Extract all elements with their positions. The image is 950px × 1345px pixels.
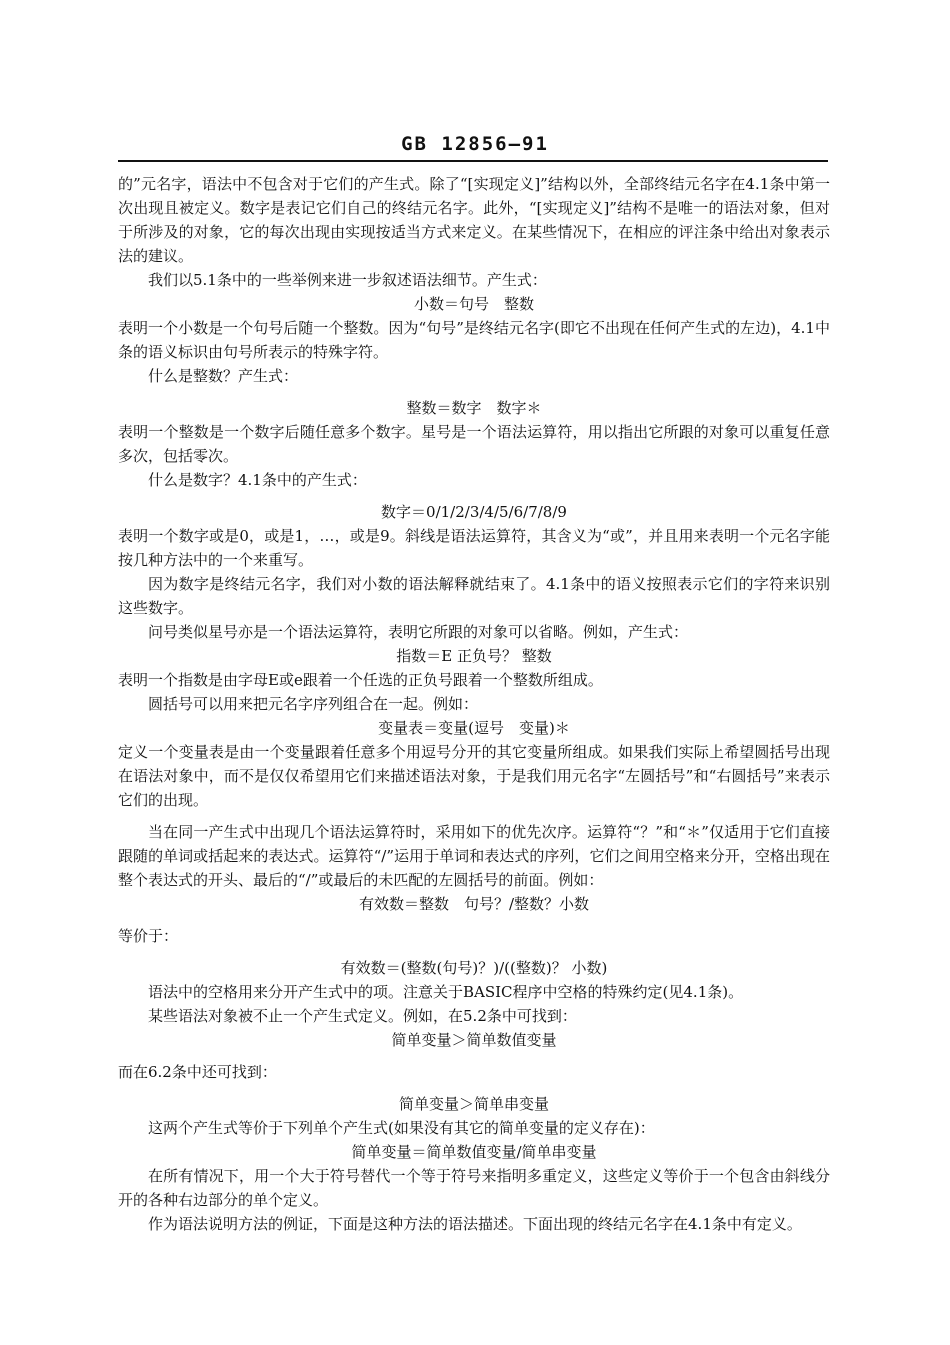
paragraph: 表明一个指数是由字母E或e跟着一个任选的正负号跟着一个整数所组成。 bbox=[118, 671, 603, 689]
paragraph: 什么是数字？4.1条中的产生式： bbox=[148, 471, 367, 489]
paragraph: 的”元名字，语法中不包含对于它们的产生式。除了“[实现定义]”结构以外，全部终结元名字在4.1条中第一次出现且被定义。数字是表记它们自己的终结元名字。此外，“[实现定义]”结构不是唯一的语法对象，但对于所涉及的对象，它的每次出现由实现按适当方式来定义。在某些情况下，在相应的评注条中给出对象表示法的建议。 bbox=[118, 175, 830, 265]
paragraph: 作为语法说明方法的例证，下面是这种方法的语法描述。下面出现的终结元名字在4.1条中有定义。 bbox=[148, 1215, 802, 1233]
paragraph: 什么是整数？产生式： bbox=[148, 367, 299, 385]
paragraph: 在所有情况下，用一个大于符号替代一个等于符号来指明多重定义，这些定义等价于一个包含由斜线分开的各种右边部分的单个定义。 bbox=[118, 1167, 830, 1209]
production-rule: 数字＝0/1/2/3/4/5/6/7/8/9 bbox=[381, 503, 567, 521]
paragraph: 语法中的空格用来分开产生式中的项。注意关于BASIC程序中空格的特殊约定(见4.1条)。 bbox=[148, 983, 744, 1001]
document-body bbox=[118, 172, 830, 1236]
production-rule: 变量表＝变量(逗号 变量)＊ bbox=[378, 719, 570, 737]
paragraph: 表明一个小数是一个句号后随一个整数。因为“句号”是终结元名字(即它不出现在任何产生式的左边)，4.1中条的语义标识由句号所表示的特殊字符。 bbox=[118, 319, 830, 361]
header-rule bbox=[118, 160, 828, 162]
paragraph: 而在6.2条中还可找到： bbox=[118, 1063, 277, 1081]
production-rule: 有效数＝(整数(句号)？)/((整数)？ 小数) bbox=[340, 959, 608, 977]
page-header-standard-code: GB 12856—91 bbox=[401, 133, 549, 155]
paragraph: 表明一个整数是一个数字后随任意多个数字。星号是一个语法运算符，用以指出它所跟的对象可以重复任意多次，包括零次。 bbox=[118, 423, 830, 465]
paragraph: 圆括号可以用来把元名字序列组合在一起。例如： bbox=[148, 695, 479, 713]
paragraph: 我们以5.1条中的一些举例来进一步叙述语法细节。产生式： bbox=[148, 271, 547, 289]
production-rule: 简单变量＝简单数值变量/简单串变量 bbox=[351, 1143, 597, 1161]
production-rule: 整数＝数字 数字＊ bbox=[406, 399, 542, 417]
paragraph: 定义一个变量表是由一个变量跟着任意多个用逗号分开的其它变量所组成。如果我们实际上希望圆括号出现在语法对象中，而不是仅仅希望用它们来描述语法对象，于是我们用元名字“左圆括号”和“右圆括号”来表示它们的出现。 bbox=[118, 743, 830, 809]
paragraph: 这两个产生式等价于下列单个产生式(如果没有其它的简单变量的定义存在)： bbox=[148, 1119, 655, 1137]
paragraph: 等价于： bbox=[118, 927, 179, 945]
production-rule: 简单变量＞简单串变量 bbox=[398, 1095, 549, 1113]
paragraph: 问号类似星号亦是一个语法运算符，表明它所跟的对象可以省略。例如，产生式： bbox=[148, 623, 689, 641]
paragraph: 因为数字是终结元名字，我们对小数的语法解释就结束了。4.1条中的语义按照表示它们的字符来识别这些数字。 bbox=[118, 575, 830, 617]
production-rule: 有效数＝整数 句号？/整数？小数 bbox=[358, 895, 590, 913]
production-rule: 简单变量＞简单数值变量 bbox=[391, 1031, 557, 1049]
paragraph: 表明一个数字或是0，或是1，…，或是9。斜线是语法运算符，其含义为“或”，并且用来表明一个元名字能按几种方法中的一个来重写。 bbox=[118, 527, 830, 569]
production-rule: 小数＝句号 整数 bbox=[413, 295, 534, 313]
paragraph: 某些语法对象被不止一个产生式定义。例如，在5.2条中可找到： bbox=[148, 1007, 577, 1025]
production-rule: 指数＝E 正负号？ 整数 bbox=[396, 647, 552, 665]
paragraph: 当在同一产生式中出现几个语法运算符时，采用如下的优先次序。运算符“？”和“＊”仅适用于它们直接跟随的单词或括起来的表达式。运算符“/”运用于单词和表达式的序列，它们之间用空格来分开，空格出现在整个表达式的开头、最后的“/”或最后的未匹配的左圆括号的前面。例如： bbox=[118, 823, 830, 889]
